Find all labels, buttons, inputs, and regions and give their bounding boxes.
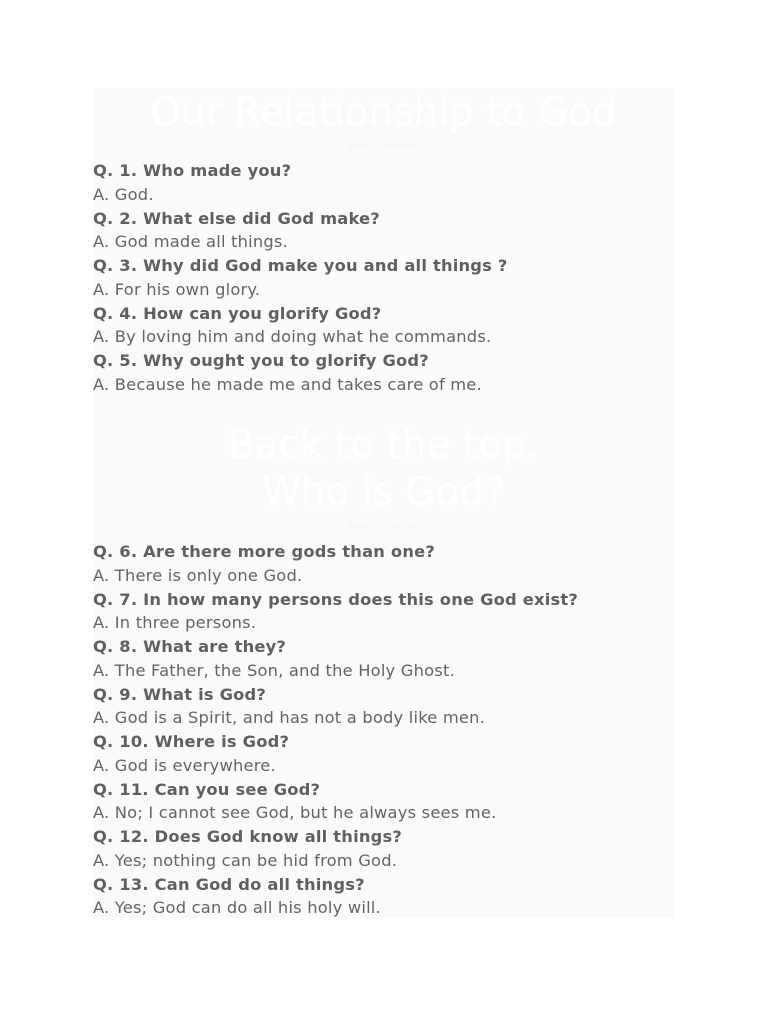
answer-5: A. Because he made me and takes care of me. bbox=[93, 374, 482, 394]
section-title-who-is-god: Who is God? bbox=[262, 470, 505, 515]
question-11: Q. 11. Can you see God? bbox=[93, 779, 321, 799]
question-12: Q. 12. Does God know all things? bbox=[93, 827, 403, 846]
answer-3: A. For his own glory. bbox=[93, 279, 261, 299]
question-6: Q. 6. Are there more gods than one? bbox=[93, 542, 435, 561]
answer-9: A. God is a Spirit, and has not a body like men. bbox=[93, 708, 486, 728]
section-subtitle-who-is-god[interactable]: Back to the top. bbox=[347, 522, 420, 532]
question-4: Q. 4. How can you glorify God? bbox=[93, 303, 382, 323]
qa-list-who-is-god bbox=[93, 540, 674, 920]
question-3: Q. 3. Why did God make you and all things ? bbox=[93, 256, 508, 275]
question-9: Q. 9. What is God? bbox=[93, 684, 267, 704]
question-7: Q. 7. In how many persons does this one God exist? bbox=[93, 589, 579, 609]
question-2: Q. 2. What else did God make? bbox=[93, 208, 380, 228]
question-13: Q. 13. Can God do all things? bbox=[93, 874, 365, 894]
answer-8: A. The Father, the Son, and the Holy Ghost. bbox=[93, 660, 455, 680]
answer-11: A. No; I cannot see God, but he always sees me. bbox=[93, 803, 497, 823]
back-to-top-link[interactable]: Back to the top. bbox=[227, 423, 540, 468]
question-10: Q. 10. Where is God? bbox=[93, 732, 290, 751]
document-content bbox=[93, 88, 674, 918]
answer-13: A. Yes; God can do all his holy will. bbox=[93, 898, 381, 918]
answer-10: A. God is everywhere. bbox=[93, 755, 276, 775]
answer-6: A. There is only one God. bbox=[93, 565, 303, 585]
section-title-relationship: Our Relationship to God bbox=[150, 90, 617, 135]
answer-4: A. By loving him and doing what he commands. bbox=[93, 327, 492, 347]
section-subtitle-relationship[interactable]: Back to the top. bbox=[347, 142, 420, 152]
answer-12: A. Yes; nothing can be hid from God. bbox=[93, 850, 398, 870]
answer-2: A. God made all things. bbox=[93, 232, 288, 252]
answer-7: A. In three persons. bbox=[93, 613, 257, 633]
answer-1: A. God. bbox=[93, 184, 154, 204]
qa-list-relationship bbox=[93, 159, 674, 397]
question-8: Q. 8. What are they? bbox=[93, 637, 287, 656]
question-5: Q. 5. Why ought you to glorify God? bbox=[93, 351, 429, 370]
question-1: Q. 1. Who made you? bbox=[93, 161, 292, 180]
